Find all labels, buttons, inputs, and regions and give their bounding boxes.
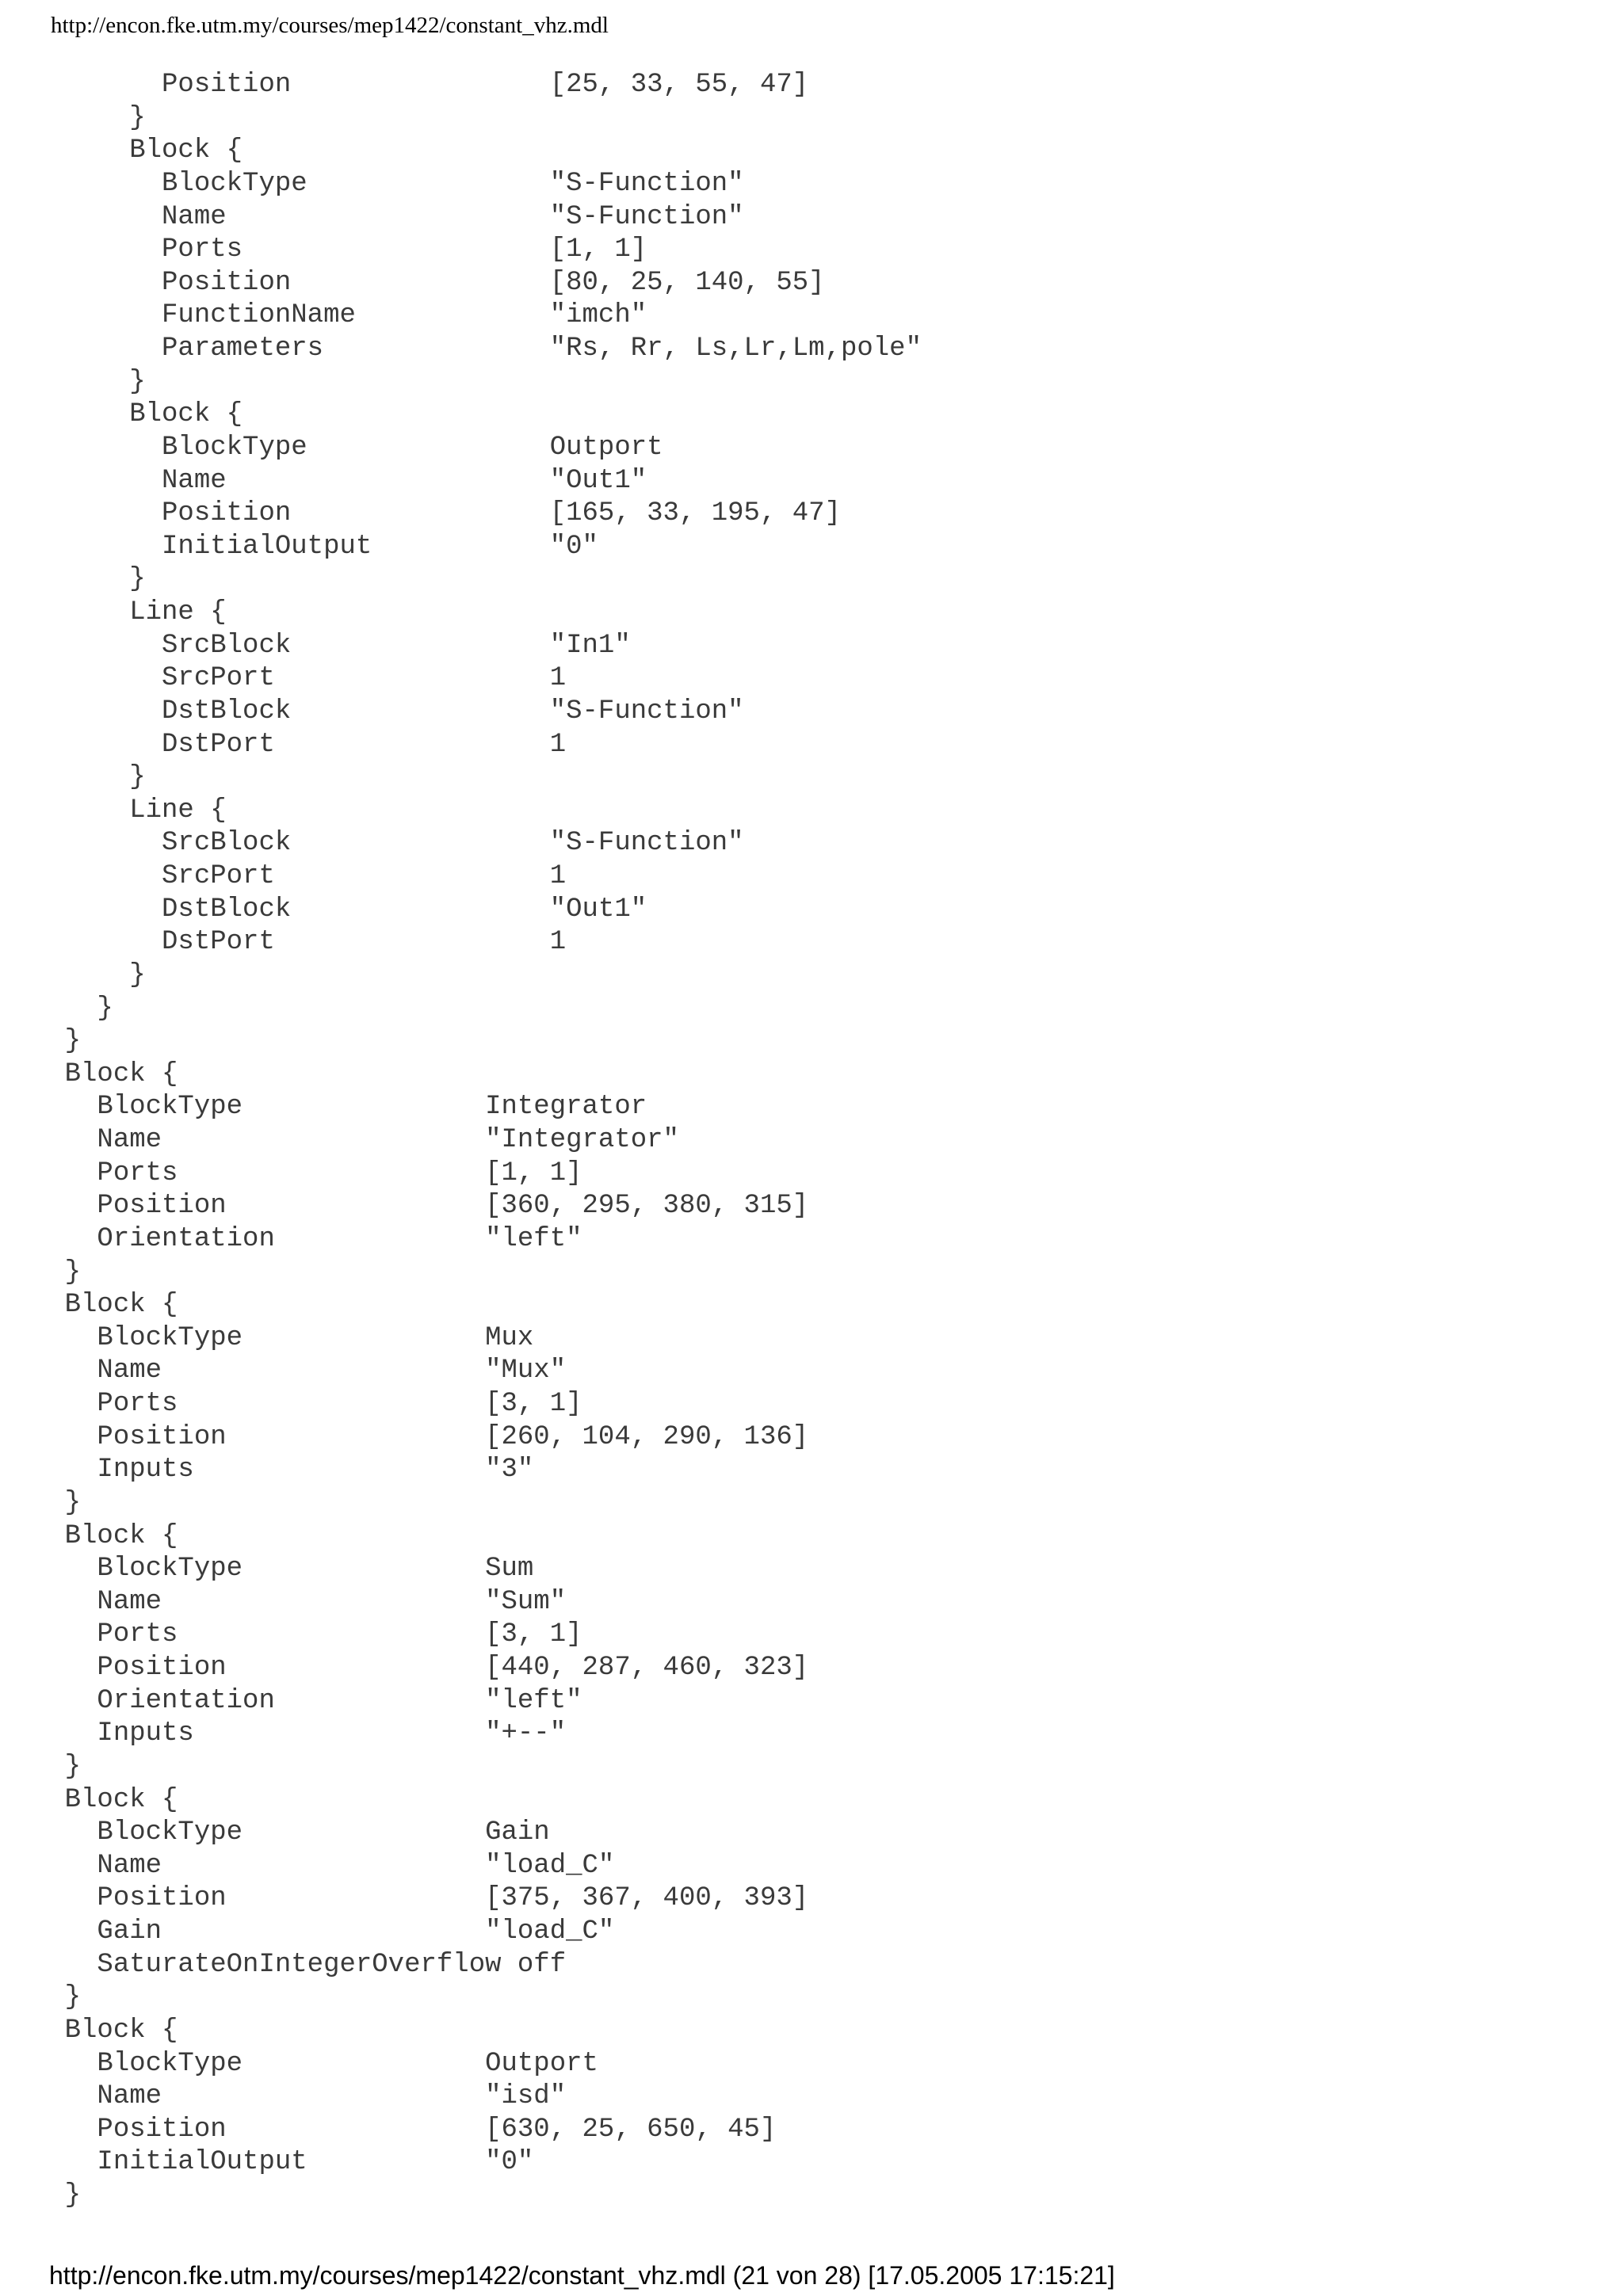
code-line: } — [0, 2180, 82, 2210]
code-line: Block { — [0, 2015, 178, 2046]
code-line: Position [80, 25, 140, 55] — [0, 267, 825, 298]
code-line: BlockType Gain — [0, 1817, 550, 1848]
code-line: } — [0, 1982, 82, 2013]
code-line: BlockType Outport — [0, 2048, 598, 2079]
code-line: } — [0, 1257, 82, 1287]
code-line: } — [0, 762, 146, 793]
code-line: Position [630, 25, 650, 45] — [0, 2114, 777, 2145]
code-line: } — [0, 1751, 82, 1782]
code-line: Line { — [0, 597, 227, 627]
page-footer-status: http://encon.fke.utm.my/courses/mep1422/constant_vhz.mdl (21 von 28) [17.05.2005 17:15:21] — [49, 2261, 1115, 2290]
code-line: } — [0, 102, 146, 133]
code-line: Inputs "+--" — [0, 1718, 567, 1749]
code-line: Block { — [0, 1058, 178, 1089]
code-line: Name "load_C" — [0, 1850, 615, 1881]
code-line: DstBlock "Out1" — [0, 894, 647, 925]
mdl-code-listing — [0, 69, 922, 2213]
code-line: FunctionName "imch" — [0, 300, 647, 331]
code-line: Parameters "Rs, Rr, Ls,Lr,Lm,pole" — [0, 334, 922, 364]
code-line: Ports [3, 1] — [0, 1619, 582, 1650]
code-line: Name "Out1" — [0, 465, 647, 496]
code-line: Block { — [0, 135, 243, 166]
code-line: BlockType Sum — [0, 1554, 534, 1585]
code-line: Gain "load_C" — [0, 1917, 615, 1947]
code-line: Name "Mux" — [0, 1356, 567, 1386]
code-line: SrcPort 1 — [0, 861, 567, 891]
code-line: } — [0, 1487, 82, 1518]
code-line: Ports [3, 1] — [0, 1389, 582, 1419]
code-line: Position [25, 33, 55, 47] — [0, 70, 809, 100]
code-line: } — [0, 1026, 82, 1057]
code-line: Name "Sum" — [0, 1586, 567, 1617]
code-line: InitialOutput "0" — [0, 2147, 534, 2178]
code-line: Name "isd" — [0, 2081, 567, 2112]
code-line: Position [260, 104, 290, 136] — [0, 1421, 809, 1452]
code-line: SaturateOnIntegerOverflow off — [0, 1949, 567, 1980]
code-line: Position [375, 367, 400, 393] — [0, 1883, 809, 1914]
code-line: Name "Integrator" — [0, 1125, 679, 1155]
code-line: } — [0, 366, 146, 397]
code-line: BlockType "S-Function" — [0, 168, 744, 199]
code-line: DstPort 1 — [0, 729, 567, 760]
code-line: Name "S-Function" — [0, 201, 744, 232]
code-line: Position [165, 33, 195, 47] — [0, 498, 841, 529]
code-line: Ports [1, 1] — [0, 1158, 582, 1188]
code-line: } — [0, 959, 146, 990]
code-line: DstBlock "S-Function" — [0, 696, 744, 727]
code-line: DstPort 1 — [0, 927, 567, 958]
code-line: Inputs "3" — [0, 1455, 534, 1486]
code-line: SrcPort 1 — [0, 663, 567, 694]
code-line: Position [360, 295, 380, 315] — [0, 1191, 809, 1222]
code-line: Line { — [0, 795, 227, 826]
code-line: Block { — [0, 1784, 178, 1815]
page-header-url: http://encon.fke.utm.my/courses/mep1422/constant_vhz.mdl — [51, 13, 609, 38]
code-line: SrcBlock "S-Function" — [0, 828, 744, 859]
code-line: } — [0, 993, 113, 1024]
code-line: Ports [1, 1] — [0, 235, 647, 265]
code-line: Orientation "left" — [0, 1223, 582, 1254]
code-line: Block { — [0, 1290, 178, 1321]
code-line: BlockType Integrator — [0, 1092, 647, 1123]
code-line: BlockType Mux — [0, 1322, 534, 1353]
code-line: } — [0, 564, 146, 595]
code-line: Position [440, 287, 460, 323] — [0, 1653, 809, 1683]
code-line: InitialOutput "0" — [0, 531, 598, 562]
code-line: Block { — [0, 1520, 178, 1551]
code-line: BlockType Outport — [0, 432, 663, 463]
code-line: Orientation "left" — [0, 1685, 582, 1716]
code-line: Block { — [0, 399, 243, 430]
code-line: SrcBlock "In1" — [0, 630, 631, 661]
